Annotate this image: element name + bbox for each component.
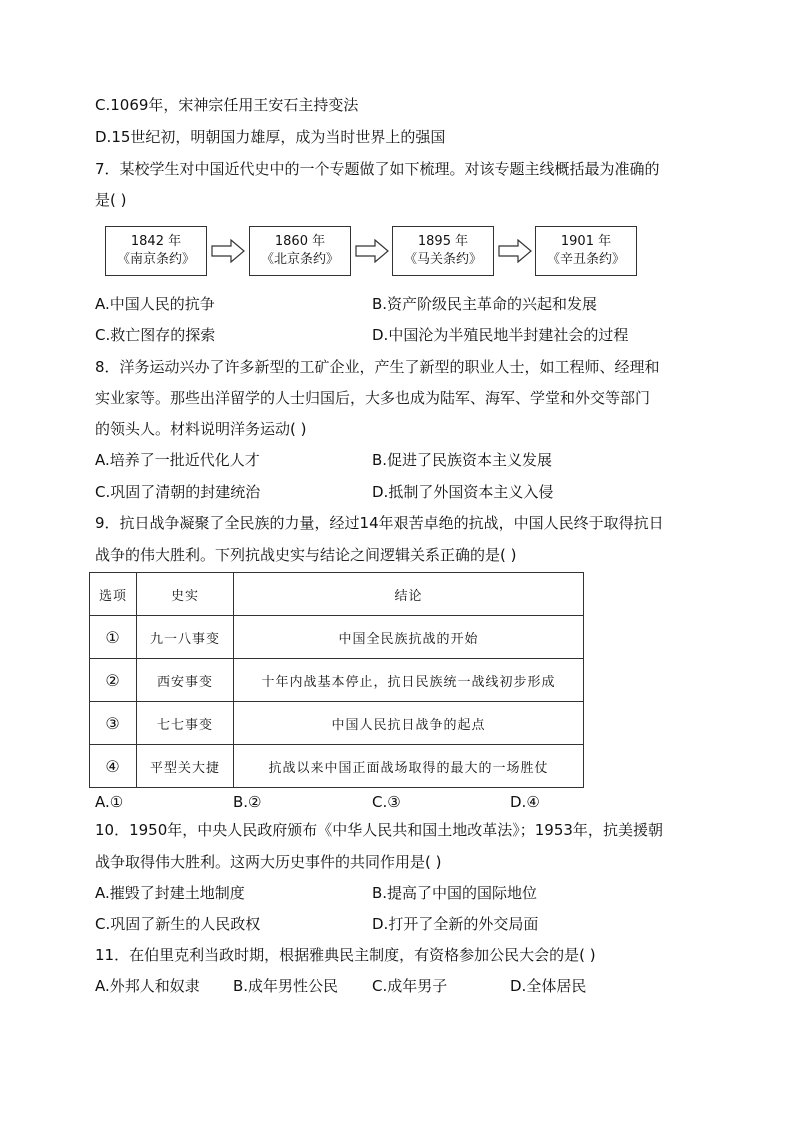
question-6-option-d: D.15世纪初，明朝国力雄厚，成为当时世界上的强国 (95, 128, 446, 146)
row-conclusion: 中国人民抗日战争的起点 (234, 702, 584, 745)
row-conclusion: 中国全民族抗战的开始 (234, 616, 584, 659)
flow-treaty: 《北京条约》 (260, 252, 339, 267)
row-conclusion: 十年内战基本停止，抗日民族统一战线初步形成 (234, 659, 584, 702)
question-8-stem: 8．洋务运动兴办了许多新型的工矿企业，产生了新型的职业人士，如工程师、经理和 (95, 358, 660, 376)
arrow-right-icon (355, 239, 389, 263)
flow-box-3 (392, 226, 494, 276)
question-11-option-a: A.外邦人和奴隶 (95, 977, 200, 995)
table-row (90, 702, 584, 745)
question-7-option-c: C.救亡图存的探索 (95, 326, 216, 344)
question-10-option-d: D.打开了全新的外交局面 (372, 915, 539, 933)
question-8-option-d: D.抵制了外国资本主义入侵 (372, 483, 554, 501)
row-number: ② (90, 659, 137, 702)
history-table (89, 572, 584, 788)
question-10-stem: 10．1950年，中央人民政府颁布《中华人民共和国土地改革法》；1953年，抗美援朝 (95, 821, 663, 839)
question-6-option-c: C.1069年，宋神宗任用王安石主持变法 (95, 96, 359, 114)
question-7-option-a: A.中国人民的抗争 (95, 295, 215, 313)
question-8-option-b: B.促进了民族资本主义发展 (372, 451, 553, 469)
arrow-right-icon (498, 239, 532, 263)
flow-year: 1901 年 (560, 234, 612, 249)
flow-year: 1842 年 (130, 234, 182, 249)
question-8-stem-3: 的领头人。材料说明洋务运动( ) (95, 420, 307, 438)
question-9-option-c: C.③ (372, 793, 401, 811)
flow-treaty: 《南京条约》 (116, 252, 195, 267)
question-9-option-d: D.④ (510, 793, 540, 811)
arrow-right-icon (211, 239, 245, 263)
row-number: ① (90, 616, 137, 659)
row-event: 西安事变 (137, 659, 234, 702)
table-header-row (90, 573, 584, 616)
question-10-option-c: C.巩固了新生的人民政权 (95, 915, 261, 933)
row-number: ③ (90, 702, 137, 745)
flow-treaty: 《马关条约》 (403, 252, 482, 267)
flow-year: 1895 年 (417, 234, 469, 249)
header-event: 史实 (137, 573, 234, 616)
question-7-stem-end: 是( ) (95, 191, 127, 209)
question-9-option-b: B.② (233, 793, 262, 811)
question-11-option-b: B.成年男性公民 (233, 977, 339, 995)
question-11-stem: 11．在伯里克利当政时期，根据雅典民主制度，有资格参加公民大会的是( ) (95, 946, 596, 964)
question-9-option-a: A.① (95, 793, 124, 811)
question-9-stem-2: 战争的伟大胜利。下列抗战史实与结论之间逻辑关系正确的是( ) (95, 546, 517, 564)
flow-treaty: 《辛丑条约》 (546, 252, 625, 267)
question-11-option-d: D.全体居民 (510, 977, 587, 995)
question-8-option-a: A.培养了一批近代化人才 (95, 451, 260, 469)
question-10-option-b: B.提高了中国的国际地位 (372, 884, 538, 902)
flow-box-2 (249, 226, 351, 276)
question-7-option-d: D.中国沦为半殖民地半封建社会的过程 (372, 326, 629, 344)
row-conclusion: 抗战以来中国正面战场取得的最大的一场胜仗 (234, 745, 584, 788)
table-row (90, 616, 584, 659)
table-row (90, 745, 584, 788)
row-event: 七七事变 (137, 702, 234, 745)
row-event: 九一八事变 (137, 616, 234, 659)
question-8-option-c: C.巩固了清朝的封建统治 (95, 483, 261, 501)
table-row (90, 659, 584, 702)
question-7-stem: 7．某校学生对中国近代史中的一个专题做了如下梳理。对该专题主线概括最为准确的 (95, 160, 660, 178)
row-event: 平型关大捷 (137, 745, 234, 788)
flow-box-4 (535, 226, 637, 276)
question-10-option-a: A.摧毁了封建土地制度 (95, 884, 245, 902)
question-9-stem: 9．抗日战争凝聚了全民族的力量，经过14年艰苦卓绝的抗战，中国人民终于取得抗日 (95, 514, 664, 532)
flow-box-1 (105, 226, 207, 276)
flow-year: 1860 年 (274, 234, 326, 249)
question-7-option-b: B.资产阶级民主革命的兴起和发展 (372, 295, 598, 313)
row-number: ④ (90, 745, 137, 788)
question-11-option-c: C.成年男子 (372, 977, 448, 995)
question-10-stem-2: 战争取得伟大胜利。这两大历史事件的共同作用是( ) (95, 853, 442, 871)
question-8-stem-2: 实业家等。那些出洋留学的人士归国后，大多也成为陆军、海军、学堂和外交等部门 (95, 389, 651, 407)
header-option: 选项 (90, 573, 137, 616)
header-conclusion: 结论 (234, 573, 584, 616)
